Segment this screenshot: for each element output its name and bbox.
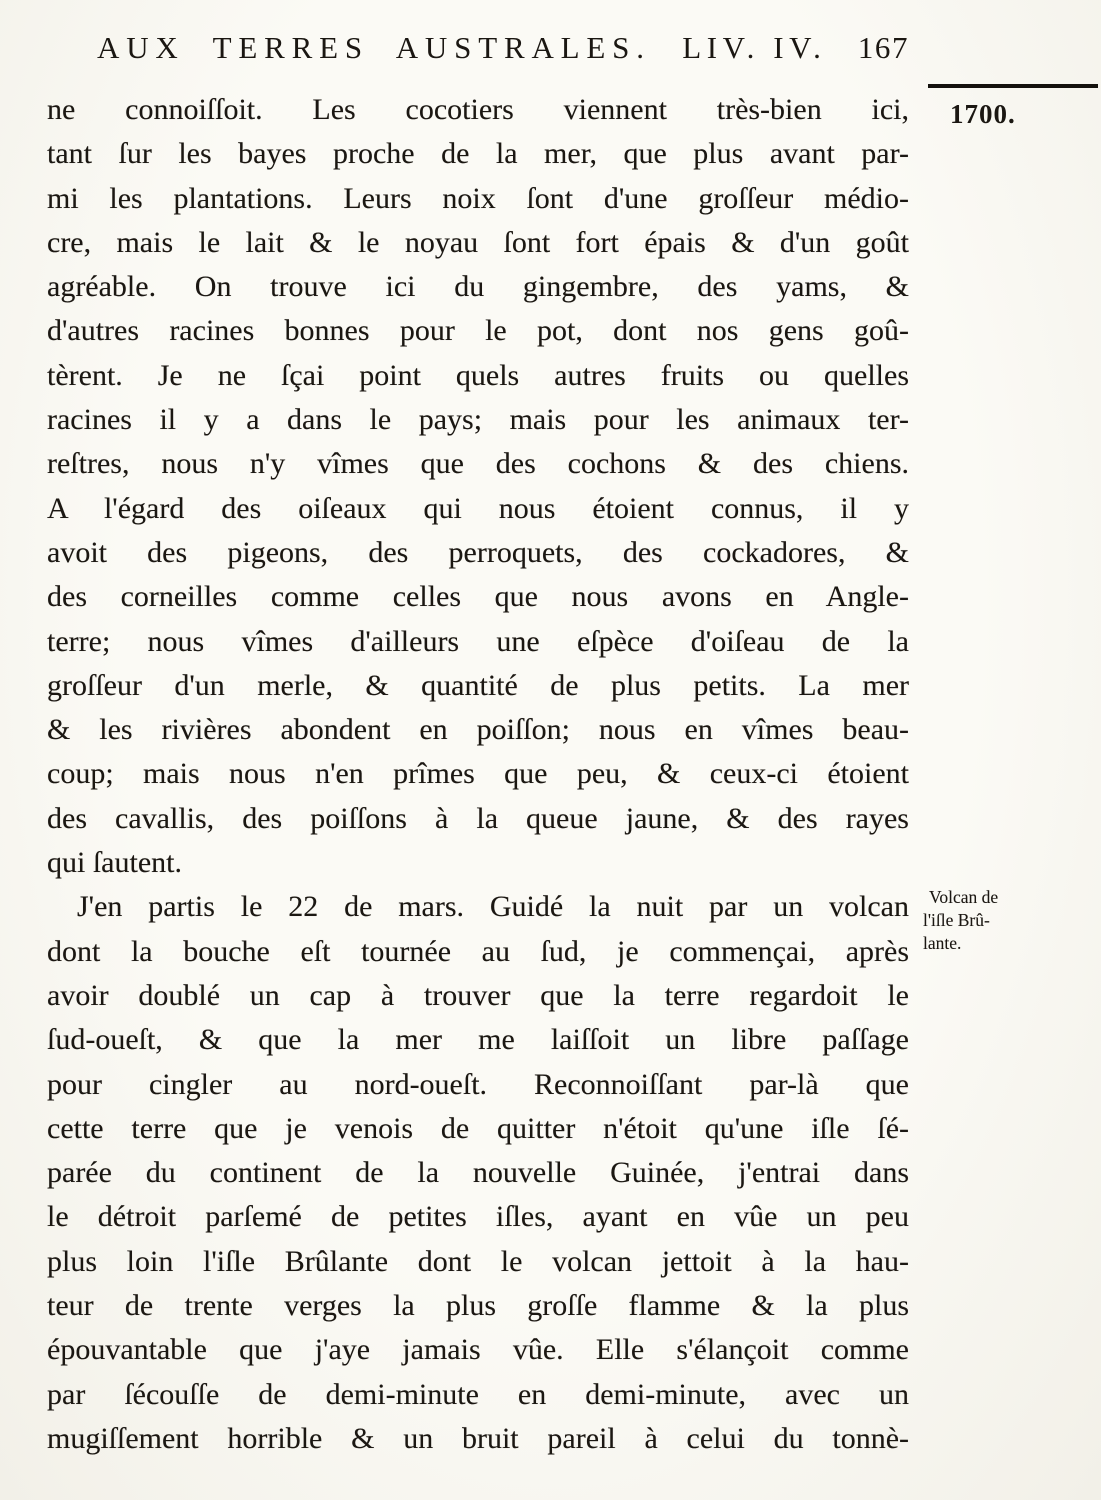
body-line: mi les plantations. Leurs noix ſont d'une groſſeur médio- bbox=[47, 181, 909, 215]
body-line: groſſeur d'un merle, & quantité de plus petits. La mer bbox=[47, 668, 909, 702]
margin-note bbox=[923, 886, 1099, 955]
body-line: racines il y a dans le pays; mais pour les animaux ter- bbox=[47, 403, 909, 437]
body-line: tant ſur les bayes proche de la mer, que plus avant par- bbox=[47, 137, 909, 171]
body-line: avoir doublé un cap à trouver que la terre regardoit le bbox=[47, 978, 909, 1012]
body-line: & les rivières abondent en poiſſon; nous en vîmes beau- bbox=[47, 713, 909, 747]
body-line: qui ſautent. bbox=[47, 846, 182, 880]
body-line: dont la bouche eſt tournée au ſud, je commençai, après bbox=[47, 934, 909, 968]
body-line: par ſécouſſe de demi-minute en demi-minute, avec un bbox=[47, 1377, 909, 1411]
body-line: A l'égard des oiſeaux qui nous étoient connus, il y bbox=[47, 491, 909, 525]
body-line: avoit des pigeons, des perroquets, des cockadores, & bbox=[47, 535, 909, 569]
running-head-book: LIV. IV. bbox=[682, 30, 827, 65]
body-line: terre; nous vîmes d'ailleurs une eſpèce d'oiſeau de la bbox=[47, 624, 909, 658]
margin-note-line: l'iſle Brû- bbox=[923, 910, 990, 930]
body-line: ne connoiſſoit. Les cocotiers viennent très-bien ici, bbox=[47, 93, 909, 126]
body-line: ſud-oueſt, & que la mer me laiſſoit un libre paſſage bbox=[47, 1023, 909, 1057]
body-line: d'autres racines bonnes pour le pot, dont nos gens goû- bbox=[47, 314, 909, 348]
body-line: cette terre que je venois de quitter n'étoit qu'une iſle ſé- bbox=[47, 1111, 909, 1145]
body-line: coup; mais nous n'en prîmes que peu, & ceux-ci étoient bbox=[47, 757, 909, 791]
running-head-title: AUX TERRES AUSTRALES. bbox=[97, 30, 651, 65]
body-line: teur de trente verges la plus groſſe flamme & la plus bbox=[47, 1289, 909, 1323]
body-line: des corneilles comme celles que nous avons en Angle- bbox=[47, 580, 909, 614]
body-line-paragraph-start: J'en partis le 22 de mars. Guidé la nuit par un volcan bbox=[77, 890, 909, 924]
body-line: parée du continent de la nouvelle Guinée, j'entrai dans bbox=[47, 1156, 909, 1190]
margin-note-line: Volcan de bbox=[929, 887, 999, 907]
body-line: épouvantable que j'aye jamais vûe. Elle s'élançoit comme bbox=[47, 1333, 909, 1367]
body-text bbox=[47, 88, 909, 1461]
body-line: reſtres, nous n'y vîmes que des cochons & des chiens. bbox=[47, 447, 909, 481]
body-line: des cavallis, des poiſſons à la queue jaune, & des rayes bbox=[47, 801, 909, 835]
body-line: pour cingler au nord-oueſt. Reconnoiſſant par-là que bbox=[47, 1067, 909, 1101]
body-line: cre, mais le lait & le noyau ſont fort épais & d'un goût bbox=[47, 225, 909, 259]
body-line: mugiſſement horrible & un bruit pareil à celui du tonnè- bbox=[47, 1421, 909, 1455]
margin-note-line: lante. bbox=[923, 933, 962, 953]
body-line: le détroit parſemé de petites iſles, ayant en vûe un peu bbox=[47, 1200, 909, 1234]
page-number: 167 bbox=[857, 30, 909, 65]
margin-rule bbox=[928, 84, 1098, 88]
body-line: plus loin l'iſle Brûlante dont le volcan jettoit à la hau- bbox=[47, 1244, 909, 1278]
running-head bbox=[47, 30, 909, 66]
body-line: tèrent. Je ne ſçai point quels autres fruits ou quelles bbox=[47, 358, 909, 392]
body-line: agréable. On trouve ici du gingembre, des yams, & bbox=[47, 270, 909, 304]
margin-year: 1700. bbox=[950, 99, 1016, 129]
